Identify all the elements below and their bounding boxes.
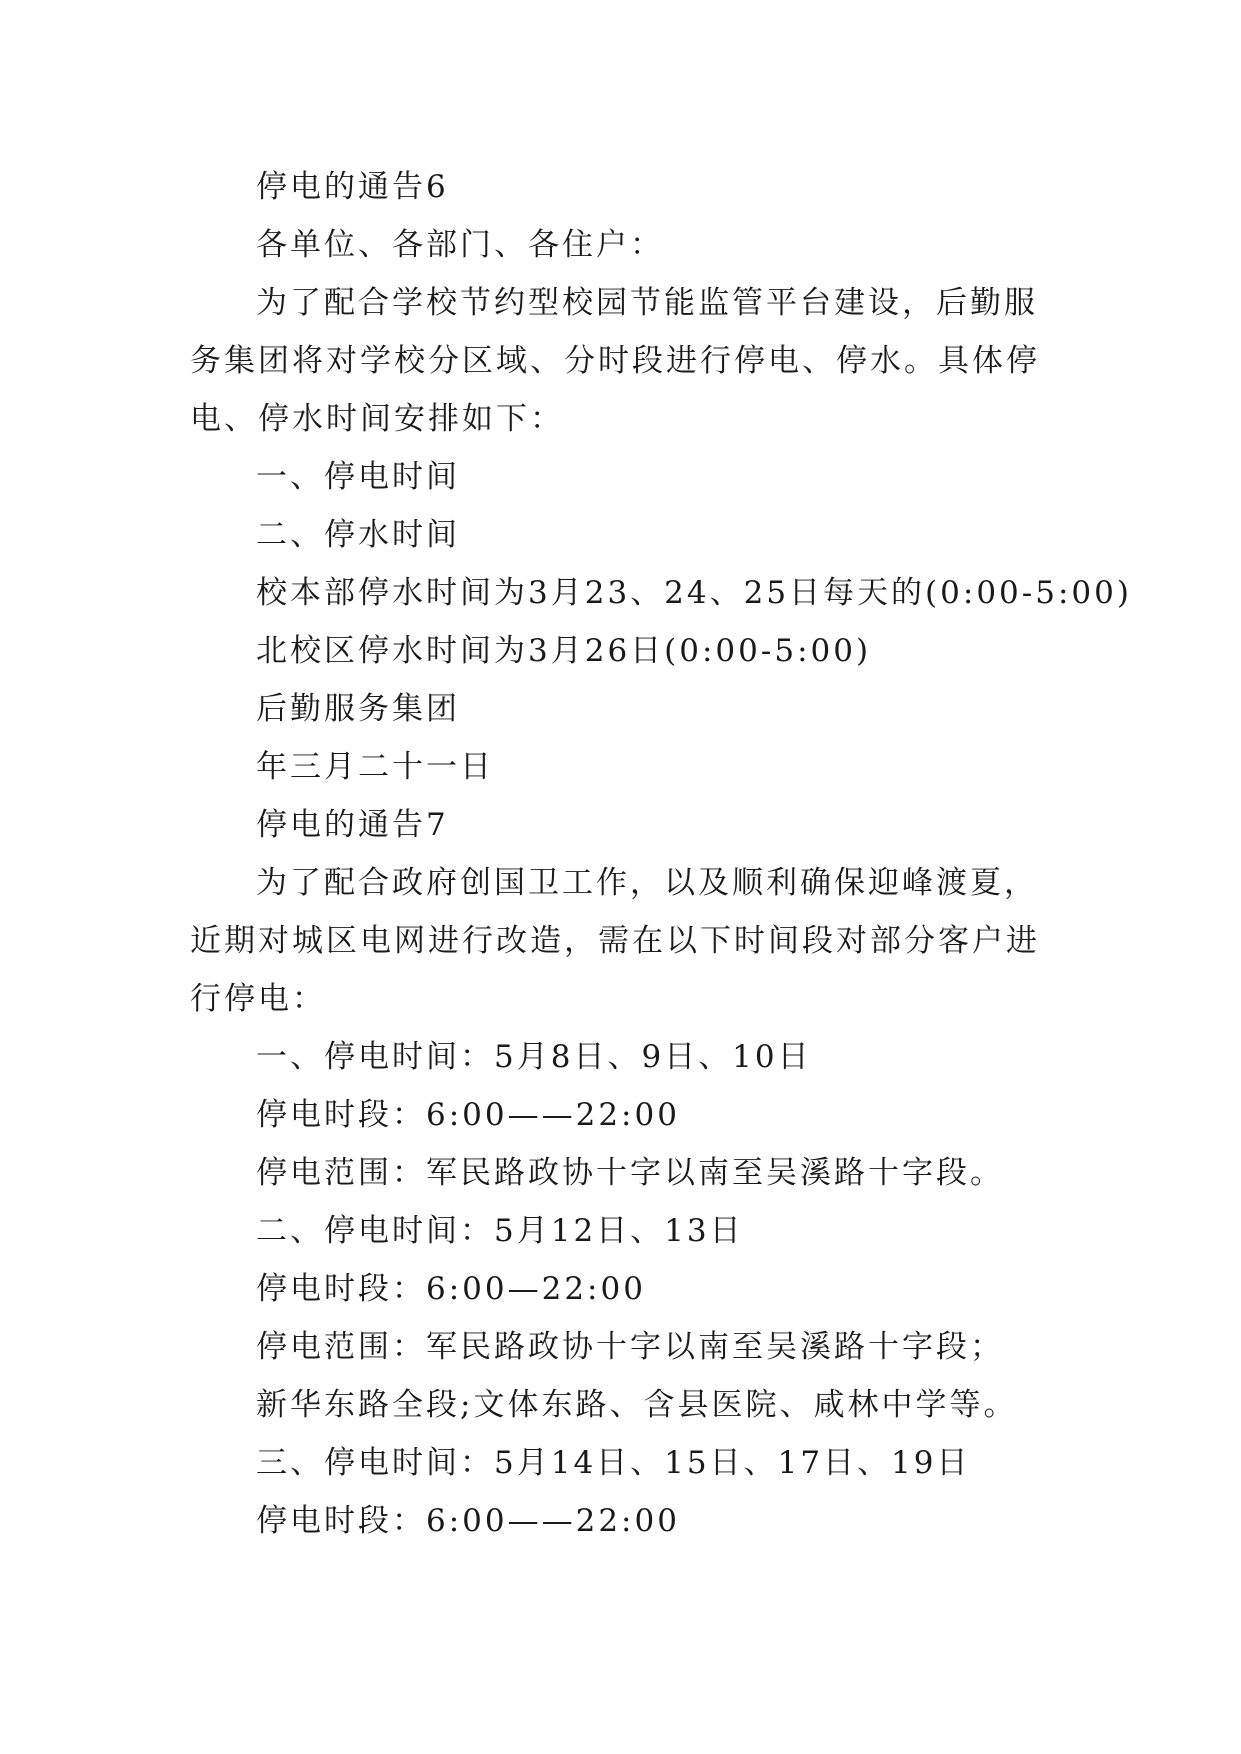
intro-paragraph-6: 为了配合学校节约型校园节能监管平台建设，后勤服务集团将对学校分区域、分时段进行停电、停水。具体停电、停水时间安排如下： bbox=[190, 285, 1040, 437]
outage-1-period: 停电时段：6:00——22:00 bbox=[256, 1097, 680, 1133]
outage-2-area-continued: 新华东路全段;文体东路、含县医院、咸林中学等。 bbox=[256, 1387, 1018, 1423]
outage-2-area: 停电范围：军民路政协十字以南至吴溪路十字段； bbox=[256, 1329, 1004, 1365]
notice-title-7: 停电的通告7 bbox=[256, 807, 449, 843]
outage-3-period: 停电时段：6:00——22:00 bbox=[256, 1503, 680, 1539]
notice-title-6: 停电的通告6 bbox=[256, 169, 449, 205]
section-water-outage-time: 二、停水时间 bbox=[256, 517, 460, 553]
outage-2-date: 二、停电时间：5月12日、13日 bbox=[256, 1213, 744, 1249]
document-body bbox=[190, 158, 1132, 1550]
outage-1-date: 一、停电时间：5月8日、9日、10日 bbox=[256, 1039, 812, 1075]
signature-date: 年三月二十一日 bbox=[256, 749, 494, 785]
intro-paragraph-7: 为了配合政府创国卫工作，以及顺利确保迎峰渡夏，近期对城区电网进行改造，需在以下时间段对部分客户进行停电： bbox=[190, 865, 1040, 1017]
outage-1-area: 停电范围：军民路政协十字以南至吴溪路十字段。 bbox=[256, 1155, 1004, 1191]
main-campus-water-schedule: 校本部停水时间为3月23、24、25日每天的(0:00-5:00) bbox=[256, 575, 1132, 611]
section-power-outage-time: 一、停电时间 bbox=[256, 459, 460, 495]
outage-3-date: 三、停电时间：5月14日、15日、17日、19日 bbox=[256, 1445, 971, 1481]
salutation: 各单位、各部门、各住户： bbox=[256, 227, 664, 263]
north-campus-water-schedule: 北校区停水时间为3月26日(0:00-5:00) bbox=[256, 633, 872, 669]
signature-organization: 后勤服务集团 bbox=[256, 691, 460, 727]
outage-2-period: 停电时段：6:00—22:00 bbox=[256, 1271, 646, 1307]
